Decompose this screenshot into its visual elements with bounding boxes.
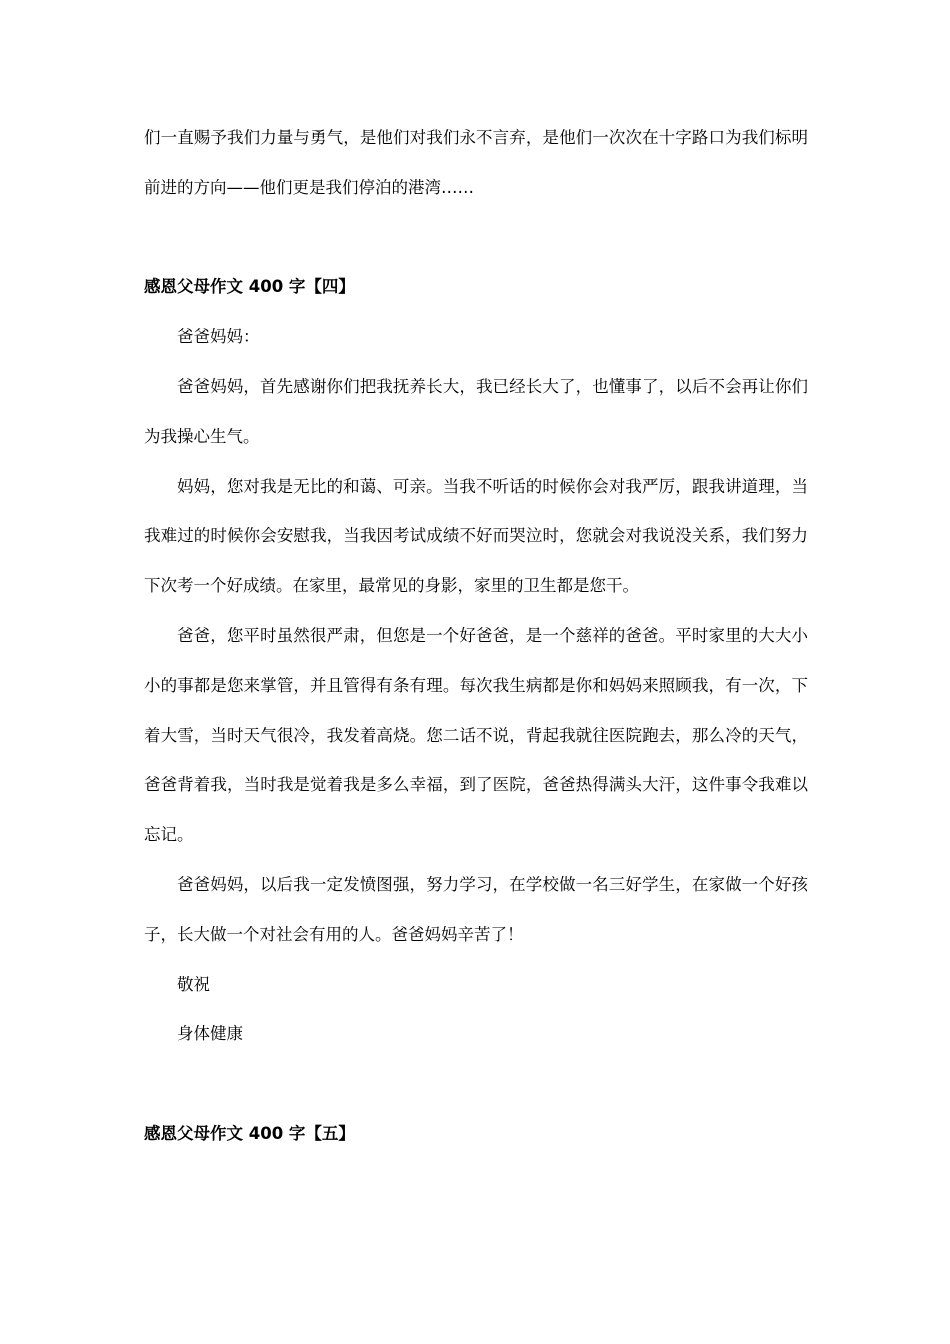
text-line: 爸爸，您平时虽然很严肃，但您是一个好爸爸，是一个慈祥的爸爸。平时家里的大大小: [177, 626, 808, 645]
text-line: 我难过的时候你会安慰我，当我因考试成绩不好而哭泣时，您就会对我说没关系，我们努力: [144, 526, 808, 545]
text-line: 爸爸妈妈，首先感谢你们把我抚养长大，我已经长大了，也懂事了，以后不会再让你们: [177, 377, 808, 396]
text-line: 为我操心生气。: [144, 427, 260, 446]
text-line: 爸爸妈妈，以后我一定发愤图强，努力学习，在学校做一名三好学生，在家做一个好孩: [177, 875, 808, 894]
text-line: 忘记。: [144, 825, 194, 844]
section-heading: 感恩父母作文 400 字【五】: [144, 1124, 355, 1143]
text-line: 小的事都是您来掌管，并且管得有条有理。每次我生病都是你和妈妈来照顾我，有一次，下: [144, 676, 808, 695]
closing-line: 敬祝: [177, 975, 210, 994]
text-line: 妈妈，您对我是无比的和蔼、可亲。当我不听话的时候你会对我严厉，跟我讲道理，当: [177, 477, 808, 496]
text-line: 着大雪，当时天气很冷，我发着高烧。您二话不说，背起我就往医院跑去，那么冷的天气，: [144, 726, 808, 745]
text-line: 子，长大做一个对社会有用的人。爸爸妈妈辛苦了！: [144, 925, 524, 944]
text-line: 前进的方向——他们更是我们停泊的港湾……: [144, 178, 474, 197]
text-line: 们一直赐予我们力量与勇气，是他们对我们永不言弃，是他们一次次在十字路口为我们标明: [144, 128, 808, 147]
salutation: 爸爸妈妈：: [177, 327, 260, 346]
text-line: 爸爸背着我，当时我是觉着我是多么幸福，到了医院，爸爸热得满头大汗，这件事令我难以: [144, 775, 808, 794]
section-heading: 感恩父母作文 400 字【四】: [144, 277, 355, 296]
text-line: 下次考一个好成绩。在家里，最常见的身影，家里的卫生都是您干。: [144, 576, 639, 595]
closing-line: 身体健康: [177, 1024, 243, 1043]
